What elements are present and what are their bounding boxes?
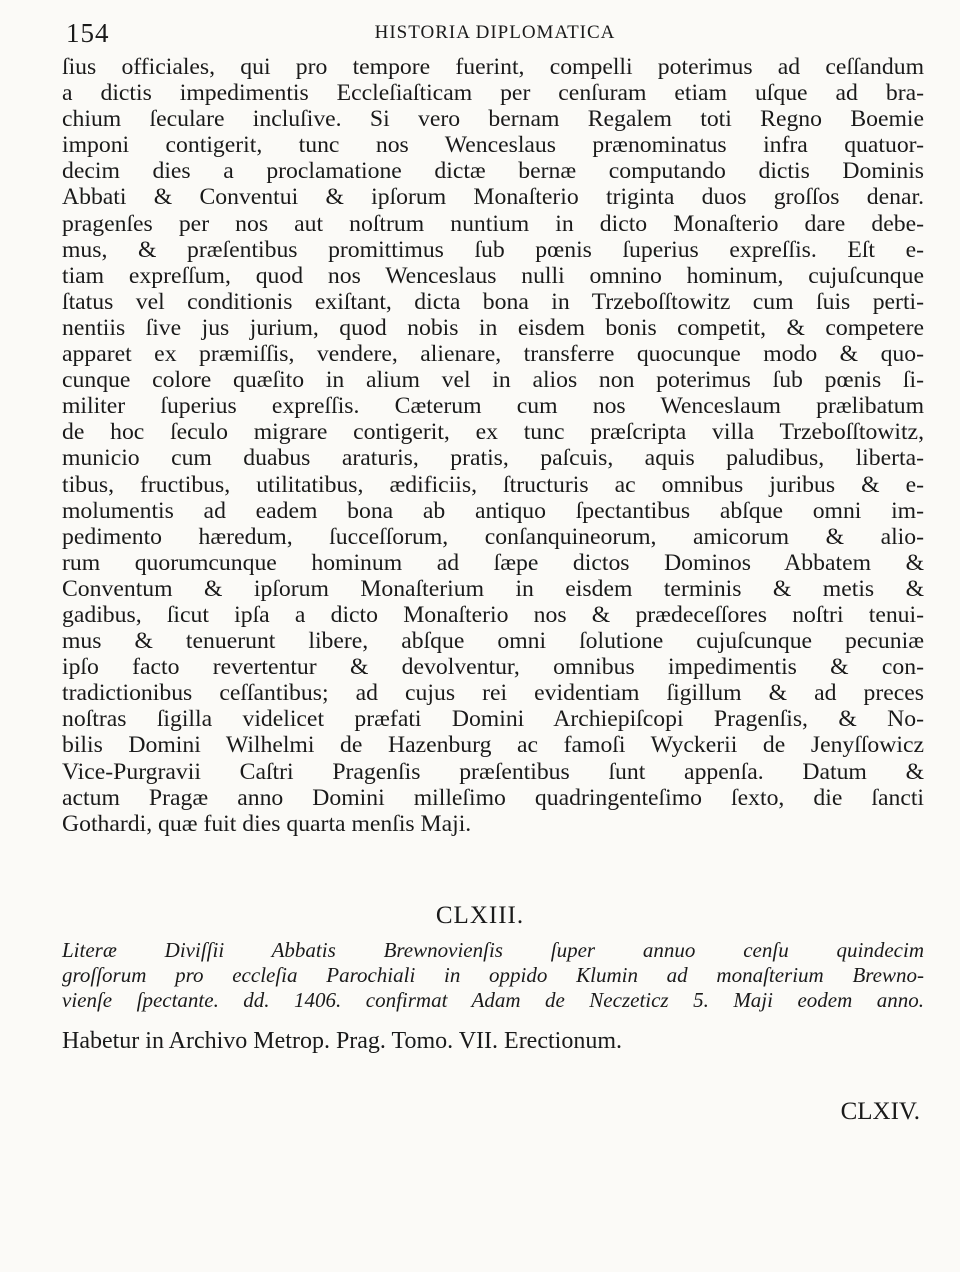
text-line: gadibus, ſicut ipſa a dicto Monaſterio nos & prædeceſſores noſtri tenui- [62,601,924,628]
text-line: Vice-Purgravii Caſtri Pragenſis præſentibus ſunt appenſa. Datum & [62,758,924,785]
text-line: actum Pragæ anno Domini milleſimo quadringenteſimo ſexto, die ſancti [62,784,924,811]
text-line: pragenſes per nos aut noſtrum nuntium in dicto Monaſterio dare debe- [62,210,924,237]
catchword: CLXIV. [840,1098,920,1125]
page-number: 154 [66,18,110,48]
text-line: mus, & præſentibus promittimus ſub pœnis ſuperius expreſſis. Eſt e- [62,236,924,263]
text-line: imponi contigerit, tunc nos Wenceslaus prænominatus infra quatuor- [62,132,924,159]
text-line: Gothardi, quæ fuit dies quarta menſis Maji. [62,810,472,837]
source-note: Habetur in Archivo Metrop. Prag. Tomo. VII. Erectionum. [62,1028,622,1054]
summary-line: vienſe ſpectante. dd. 1406. confirmat Adam de Neczeticz 5. Maji eodem anno. [62,988,924,1012]
text-line: ſtatus vel conditionis exiſtant, dicta bona in Trzeboſſtowitz cum ſuis perti- [62,288,924,315]
text-line: molumentis ad eadem bona ab antiquo ſpectantibus abſque omni im- [62,497,924,524]
text-line: mus & tenuerunt libere, abſque omni ſolutione cujuſcunque pecuniæ [62,628,924,655]
text-line: ſius officiales, qui pro tempore fuerint, compelli poterimus ad ceſſandum [62,54,924,80]
text-line: municio cum duabus araturis, pratis, paſcuis, aquis paludibus, liberta- [62,445,924,472]
charter-text [62,54,924,837]
text-line: noſtras ſigilla videlicet præfati Domini Archiepiſcopi Pragenſis, & No- [62,706,924,733]
text-line: decim dies a proclamatione dictæ bernæ computando dictis Dominis [62,158,924,185]
summary-line: groſſorum pro eccleſia Parochiali in oppido Klumin ad monaſterium Brewno- [62,963,924,987]
text-line: chium ſeculare incluſive. Si vero bernam Regalem toti Regno Boemie [62,106,924,133]
text-line: tiam expreſſum, quod nos Wenceslaus nulli omnino hominum, cujuſcunque [62,262,924,289]
text-line: nentiis ſive jus jurium, quod nobis in eisdem bonis competit, & competere [62,314,924,341]
text-line: tradictionibus ceſſantibus; ad cujus rei evidentiam ſigillum & ad preces [62,680,924,707]
text-line: Conventum & ipſorum Monaſterium in eisdem terminis & metis & [62,575,924,602]
text-line: Abbati & Conventui & ipſorum Monaſterio triginta duos groſſos denar. [62,184,924,211]
section-number: CLXIII. [435,902,525,929]
document-summary [62,938,924,1013]
text-line: pedimento hæredum, ſucceſſorum, conſanquineorum, amicorum & alio- [62,523,924,550]
summary-line: Literæ Diviſſii Abbatis Brewnovienſis ſuper annuo cenſu quindecim [62,938,924,962]
text-line: a dictis impedimentis Eccleſiaſticam per cenſuram etiam uſque ad bra- [62,80,924,107]
text-line: militer ſuperius expreſſis. Cæterum cum nos Wenceslaum prælibatum [62,393,924,420]
text-line: tibus, fructibus, utilitatibus, ædificiis, ſtructuris ac omnibus juribus & e- [62,471,924,498]
text-line: bilis Domini Wilhelmi de Hazenburg ac famoſi Wyckerii de Jenyſſowicz [62,732,924,759]
running-head [66,14,924,54]
text-line: cunque colore quæſito in alium vel in alios non poterimus ſub pœnis ſi- [62,367,924,394]
text-line: apparet ex præmiſſis, vendere, alienare, transferre quocunque modo & quo- [62,341,924,368]
text-line: ipſo facto revertentur & devolventur, omnibus impedimentis & con- [62,654,924,681]
text-line: de hoc ſeculo migrare contigerit, ex tunc præſcripta villa Trzeboſſtowitz, [62,419,924,446]
text-line: rum quorumcunque hominum ad ſæpe dictos Dominos Abbatem & [62,549,924,576]
running-title: HISTORIA DIPLOMATICA [374,22,616,43]
